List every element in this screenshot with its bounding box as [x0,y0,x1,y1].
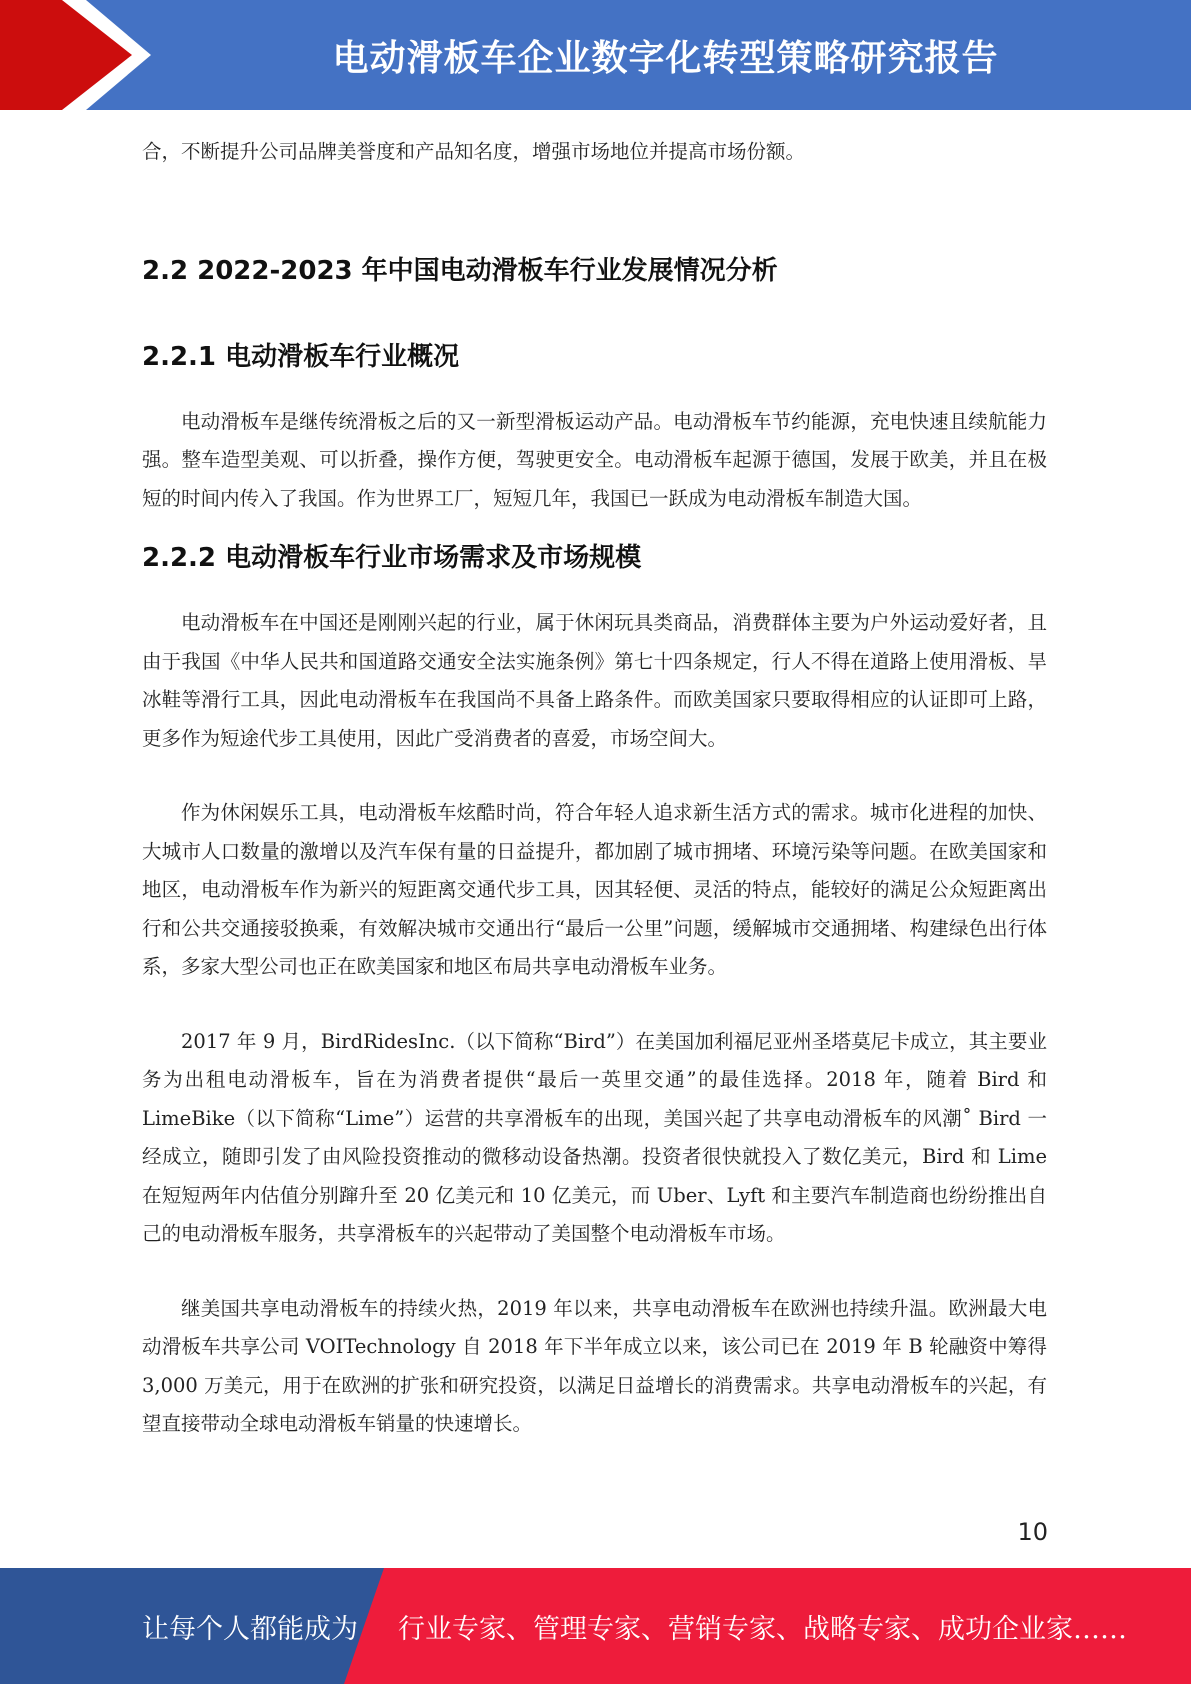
footer-slogan-left: 让每个人都能成为 [142,1613,358,1645]
paragraph: 作为休闲娱乐工具，电动滑板车炫酷时尚，符合年轻人追求新生活方式的需求。城市化进程的加快、大城市人口数量的激增以及汽车保有量的日益提升，都加剧了城市拥堵、环境污染等问题。在欧美国家和地区，电动滑板车作为新兴的短距离交通代步工具，因其轻便、灵活的特点，能较好的满足公众短距离出行和公共交通接驳换乘，有效解决城市交通出行“最后一公里”问题，缓解城市交通拥堵、构建绿色出行体系，多家大型公司也正在欧美国家和地区布局共享电动滑板车业务。 [142,801,1047,978]
header-title: 电动滑板车企业数字化转型策略研究报告 [332,37,999,79]
paragraph: 电动滑板车是继传统滑板之后的又一新型滑板运动产品。电动滑板车节约能源，充电快速且续航能力强。整车造型美观、可以折叠，操作方便，驾驶更安全。电动滑板车起源于德国，发展于欧美，并且在极短的时间内传入了我国。作为世界工厂，短短几年，我国已一跃成为电动滑板车制造大国。 [142,409,1047,510]
subsection-heading-1: 2.2.1 电动滑板车行业概况 [142,341,460,372]
paragraph: 电动滑板车在中国还是刚刚兴起的行业，属于休闲玩具类商品，消费群体主要为户外运动爱好者，且由于我国《中华人民共和国道路交通安全法实施条例》第七十四条规定，行人不得在道路上使用滑板、旱冰鞋等滑行工具，因此电动滑板车在我国尚不具备上路条件。而欧美国家只要取得相应的认证即可上路，更多作为短途代步工具使用，因此广受消费者的喜爱，市场空间大。 [142,611,1047,750]
page-header [0,0,1191,110]
paragraph: 继美国共享电动滑板车的持续火热，2019 年以来，共享电动滑板车在欧洲也持续升温。欧洲最大电动滑板车共享公司 VOITechnology 自 2018 年下半年成立以来，该公司已在 2019 年 B 轮融资中筹得 3,000 万美元，用于在欧洲的扩张和研究投资，以满足日益增长的消费需求。共享电动滑板车的兴起，有望直接带动全球电动滑板车销量的快速增长。 [142,1296,1047,1435]
intro-paragraph: 合，不断提升公司品牌美誉度和产品知名度，增强市场地位并提高市场份额。 [142,140,806,163]
section-heading: 2.2 2022-2023 年中国电动滑板车行业发展情况分析 [142,255,778,286]
footer-slogan-right: 行业专家、管理专家、营销专家、战略专家、成功企业家…… [398,1613,1127,1645]
document-body [142,110,1047,1444]
page-number: 10 [1017,1518,1048,1546]
subsection-heading-2: 2.2.2 电动滑板车行业市场需求及市场规模 [142,543,642,573]
paragraph: 2017 年 9 月，BirdRidesInc.（以下简称“Bird”）在美国加利福尼亚州圣塔莫尼卡成立，其主要业务为出租电动滑板车，旨在为消费者提供“最后一英里交通”的最佳选择。2018 年，随着 Bird 和 LimeBike（以下简称“Lime”）运营的共享滑板车的出现，美国兴起了共享电动滑板车的风潮˚ Bird 一经成立，随即引发了由风险投资推动的微移动设备热潮。投资者很快就投入了数亿美元，Bird 和 Lime 在短短两年内估值分别蹿升至 20 亿美元和 10 亿美元，而 Uber、Lyft 和主要汽车制造商也纷纷推出自己的电动滑板车服务，共享滑板车的兴起带动了美国整个电动滑板车市场。 [142,1029,1047,1245]
page-footer [0,1568,1191,1684]
